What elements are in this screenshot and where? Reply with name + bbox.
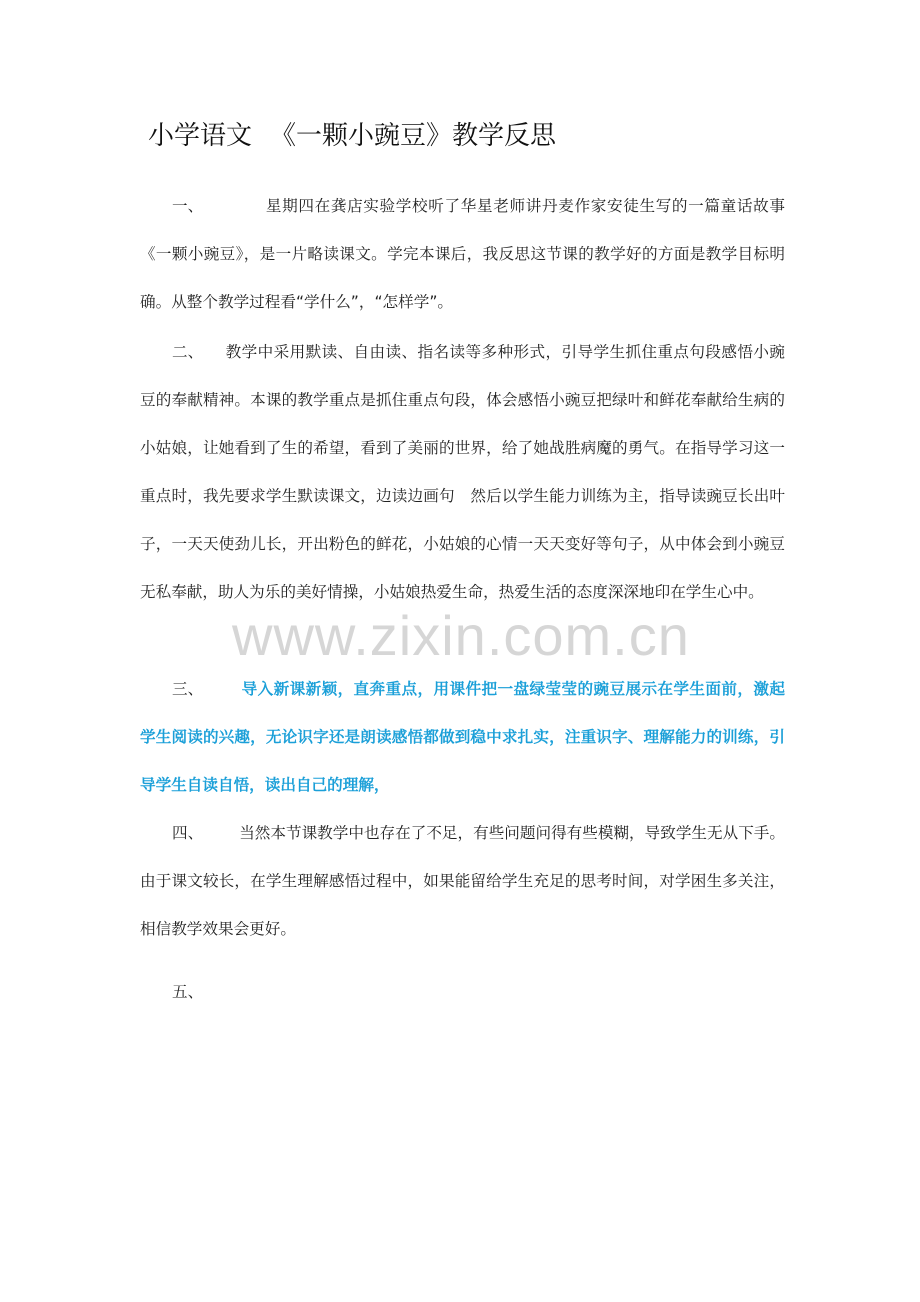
paragraph-text: 导入新课新颖，直奔重点，用课件把一盘绿莹莹的豌豆展示在学生面前，激起学生阅读的兴趣，无论识字还是朗读感悟都做到稳中求扎实，注重识字、理解能力的训练，引导学生自读自悟，读出自己的理解，: [140, 680, 785, 794]
paragraph-number: 一、: [172, 197, 204, 215]
title-subject: 小学语文: [148, 121, 253, 151]
paragraph-text: 当然本节课教学中也存在了不足，有些问题问得有些模糊，导致学生无从下手。由于课文较长，在学生理解感悟过程中，如果能留给学生充足的思考时间，对学困生多关注，相信教学效果会更好。: [140, 824, 785, 938]
watermark: www.zixin.com.cn: [232, 604, 690, 667]
page-title: [148, 116, 556, 156]
paragraph-number: 三、: [172, 680, 204, 698]
title-lesson: 《一颗小豌豆》教学反思: [270, 121, 557, 151]
paragraph-number: 五、: [172, 983, 204, 1001]
paragraph-number: 二、: [172, 343, 204, 361]
paragraph-number: 四、: [172, 824, 204, 842]
paragraph-3: [140, 665, 785, 809]
paragraph-2: [140, 328, 785, 616]
paragraph-text: 星期四在龚店实验学校听了华星老师讲丹麦作家安徒生写的一篇童话故事《一颗小豌豆》，是一片略读课文。学完本课后，我反思这节课的教学好的方面是教学目标明确。从整个教学过程看“学什么”，“怎样学”。: [140, 197, 785, 311]
paragraph-4: [140, 809, 785, 953]
paragraph-5: [140, 968, 785, 1016]
paragraph-1: [140, 182, 785, 326]
paragraph-text: 教学中采用默读、自由读、指名读等多种形式，引导学生抓住重点句段感悟小豌豆的奉献精神。本课的教学重点是抓住重点句段，体会感悟小豌豆把绿叶和鲜花奉献给生病的小姑娘，让她看到了生的希望，看到了美丽的世界，给了她战胜病魔的勇气。在指导学习这一重点时，我先要求学生默读课文，边读边画句 然后以学生能力训练为主，指导读豌豆长出叶子，一天天使劲儿长，开出粉色的鲜花，小姑娘的心情一天天变好等句子，从中体会到小豌豆无私奉献，助人为乐的美好情操，小姑娘热爱生命，热爱生活的态度深深地印在学生心中。: [140, 343, 785, 601]
